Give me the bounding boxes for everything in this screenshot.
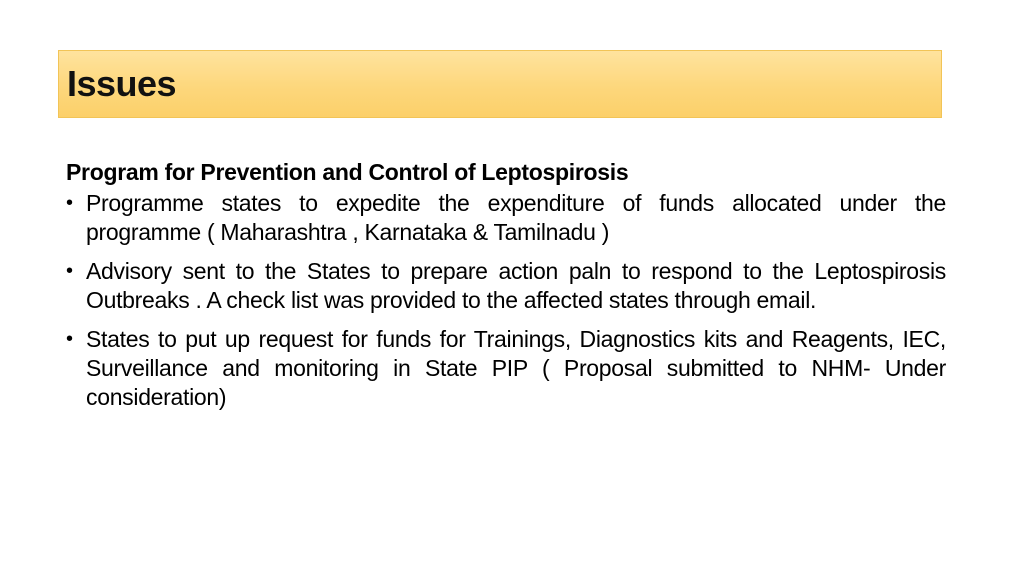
bullet-text: Programme states to expedite the expenditure of funds allocated under the programme ( Maharashtra , Karnataka & Tamilnadu ) (86, 190, 946, 245)
bullet-dot-icon: • (66, 192, 73, 214)
bullet-dot-icon: • (66, 260, 73, 282)
bullet-item (66, 257, 946, 315)
bullet-text: States to put up request for funds for Trainings, Diagnostics kits and Reagents, IEC, Surveillance and monitoring in State PIP ( Proposal submitted to NHM- Under consideration) (86, 326, 946, 410)
bullet-item (66, 325, 946, 412)
bullet-item (66, 189, 946, 247)
bullet-text: Advisory sent to the States to prepare action paln to respond to the Leptospirosis Outbreaks . A check list was provided to the affected states through email. (86, 258, 946, 313)
title-bar (58, 50, 942, 118)
slide-title: Issues (67, 63, 177, 104)
content-area (66, 157, 946, 422)
section-heading: Program for Prevention and Control of Leptospirosis (66, 159, 629, 185)
bullet-list (66, 189, 946, 412)
bullet-dot-icon: • (66, 328, 73, 350)
